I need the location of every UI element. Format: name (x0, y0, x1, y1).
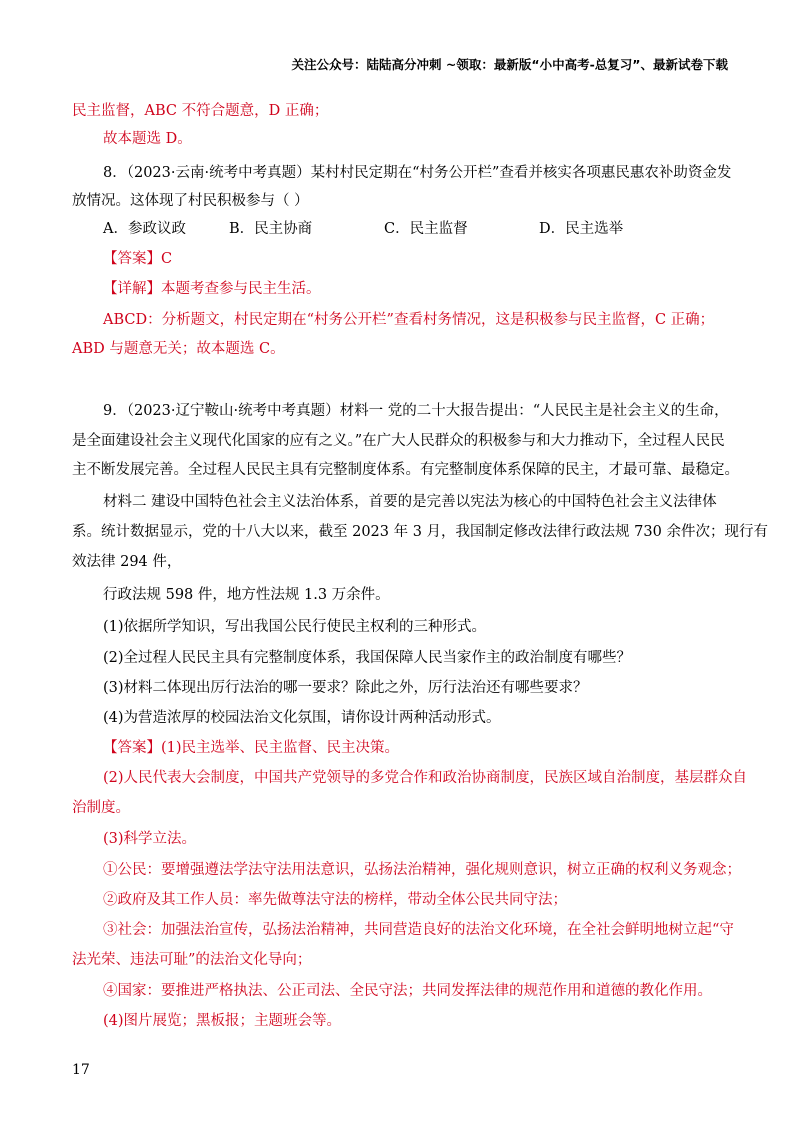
option-a: A．参政议政 (103, 221, 186, 237)
page-header: 关注公众号：陆陆高分冲刺 ~领取：最新版“小中高考-总复习”、最新试卷下载 (291, 57, 728, 72)
question-8-stem-1: 8．（2023·云南·统考中考真题）某村村民定期在“村务公开栏”查看并核实各项惠民惠农补助资金发 (103, 165, 732, 181)
question-9-stem-3: 主不断发展完善。全过程人民民主具有完整制度体系。有完整制度体系保障的民主，才最可靠、最稳定。 (72, 462, 739, 478)
question-9-sub-3: (3)材料二体现出厉行法治的哪一要求？除此之外，厉行法治还有哪些要求？ (103, 680, 588, 696)
question-9-stem-2: 是全面建设社会主义现代化国家的应有之义。”在广大人民群众的积极参与和大力推动下，全过程人民民 (72, 433, 725, 449)
question-9-answer-3-society-2: 法光荣、违法可耻”的法治文化导向； (72, 952, 312, 968)
question-9-material-2-3: 效法律 294 件， (72, 554, 182, 570)
option-c: C．民主监督 (384, 221, 468, 237)
question-9-answer-3-state: ④国家：要推进严格执法、公正司法、全民守法；共同发挥法律的规范作用和道德的教化作用。 (103, 983, 712, 999)
question-8-stem-2: 放情况。这体现了村民积极参与（ ） (72, 193, 309, 209)
question-9-material-2-2: 系。统计数据显示，党的十八大以来，截至 2023 年 3 月，我国制定修改法律行政法规 730 余件次；现行有 (72, 524, 768, 540)
question-9-answer-3-citizen: ①公民：要增强遵法学法守法用法意识，弘扬法治精神，强化规则意识，树立正确的权利义务观念； (103, 862, 741, 878)
question-9-answer-3-government: ②政府及其工作人员：率先做尊法守法的榜样，带动全体公民共同守法； (103, 892, 567, 908)
question-9-sub-2: (2)全过程人民民主具有完整制度体系，我国保障人民当家作主的政治制度有哪些？ (103, 650, 632, 666)
question-9-material-2-1: 材料二 建设中国特色社会主义法治体系，首要的是完善以宪法为核心的中国特色社会主义法律体 (103, 494, 717, 510)
question-8-detail: 【详解】本题考查参与民主生活。 (103, 281, 321, 297)
question-9-answer-2-1: (2)人民代表大会制度，中国共产党领导的多党合作和政治协商制度，民族区域自治制度，基层群众自 (103, 770, 748, 786)
option-d: D．民主选举 (539, 221, 624, 237)
question-9-sub-1: (1)依据所学知识，写出我国公民行使民主权利的三种形式。 (103, 619, 487, 635)
page-number: 17 (72, 1062, 90, 1078)
question-9-answer-1: 【答案】(1)民主选举、民主监督、民主决策。 (103, 740, 400, 756)
question-9-answer-3: (3)科学立法。 (103, 831, 197, 847)
question-9-stem-1: 9．（2023·辽宁鞍山·统考中考真题）材料一 党的二十大报告提出：“人民民主是社会主义的生命， (103, 403, 729, 419)
question-9-answer-3-society-1: ③社会：加强法治宣传，弘扬法治精神，共同营造良好的法治文化环境，在全社会鲜明地树立起“守 (103, 922, 734, 938)
question-9-material-2-4: 行政法规 598 件，地方性法规 1.3 万余件。 (103, 587, 390, 603)
question-9-answer-4: (4)图片展览；黑板报；主题班会等。 (103, 1013, 342, 1029)
prev-answer-line-2: 故本题选 D。 (103, 131, 192, 147)
prev-answer-line-1: 民主监督，ABC 不符合题意，D 正确； (72, 103, 329, 119)
question-8-analysis-1: ABCD：分析题文，村民定期在“村务公开栏”查看村务情况，这是积极参与民主监督，C 正确； (103, 312, 715, 328)
question-8-analysis-2: ABD 与题意无关；故本题选 C。 (72, 341, 285, 357)
option-b: B．民主协商 (229, 221, 313, 237)
question-9-answer-2-2: 治制度。 (72, 800, 130, 816)
question-8-answer: 【答案】C (103, 251, 173, 267)
question-9-sub-4: (4)为营造浓厚的校园法治文化氛围，请你设计两种活动形式。 (103, 710, 501, 726)
